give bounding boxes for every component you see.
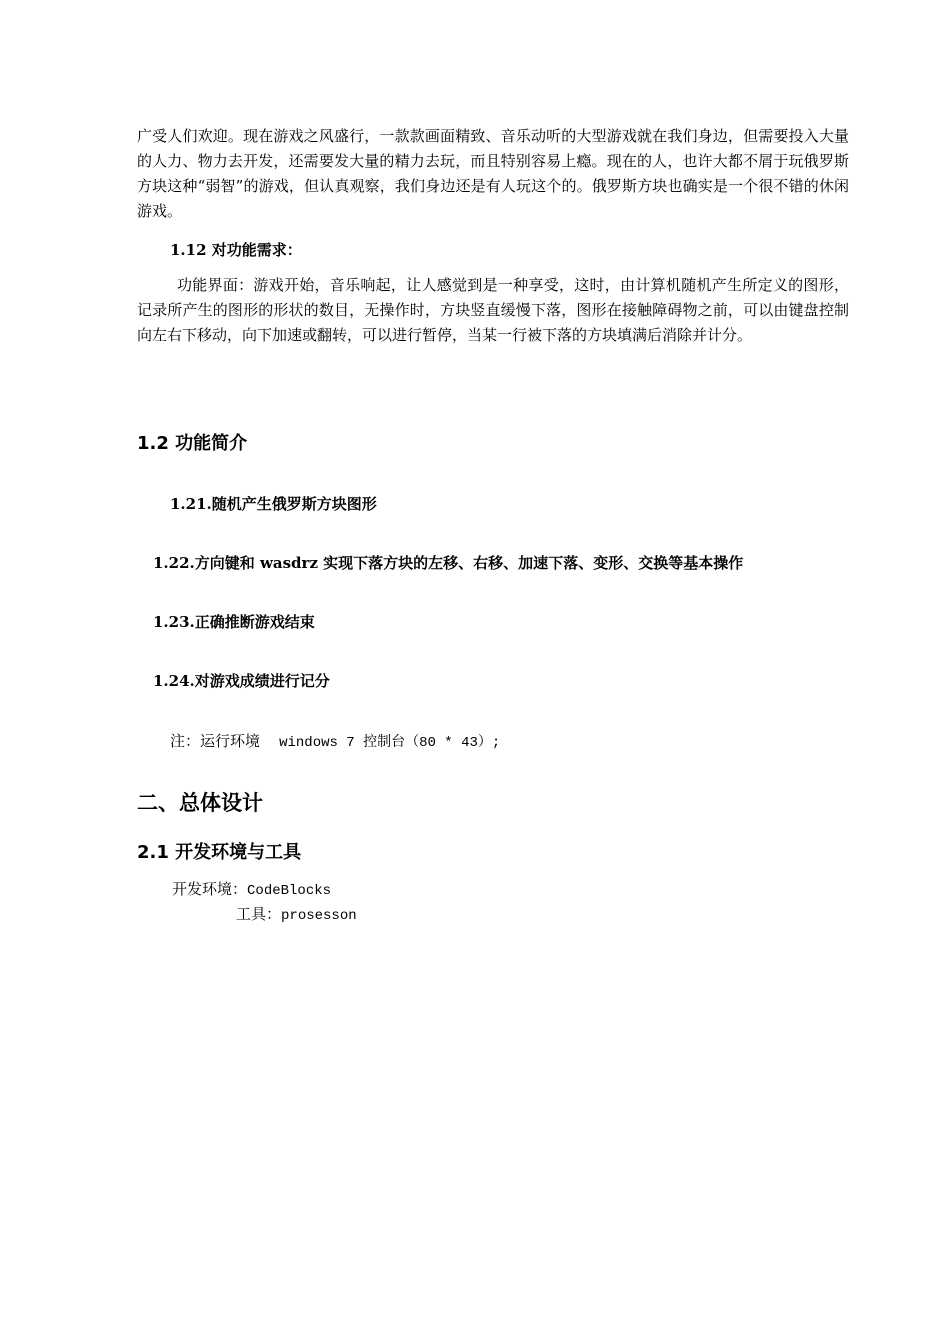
dev-env-value: CodeBlocks — [247, 883, 332, 899]
runtime-note-label: 注：运行环境 — [170, 732, 261, 750]
features-heading: 1.2 功能简介 — [137, 433, 248, 454]
chapter-heading: 二、总体设计 — [137, 791, 263, 815]
dev-env-label: 开发环境： — [172, 880, 248, 898]
tool-label: 工具： — [236, 905, 282, 923]
requirements-heading: 1.12 对功能需求： — [170, 241, 302, 259]
dev-env-line — [172, 879, 331, 901]
feature-item-random-shapes: 1.21.随机产生俄罗斯方块图形 — [170, 495, 377, 513]
dev-env-heading: 2.1 开发环境与工具 — [137, 842, 302, 863]
intro-paragraph: 广受人们欢迎。现在游戏之风盛行，一款款画面精致、音乐动听的大型游戏就在我们身边，但需要投入大量的人力、物力去开发，还需要发大量的精力去玩，而且特别容易上瘾。现在的人，也许大都不屑于玩俄罗斯方块这种“弱智”的游戏，但认真观察，我们身边还是有人玩这个的。俄罗斯方块也确实是一个很不错的休闲游戏。 — [137, 127, 849, 220]
runtime-note-value: windows 7 控制台（80 * 43）; — [279, 735, 501, 751]
tool-line — [236, 904, 357, 926]
runtime-note — [170, 731, 500, 753]
feature-item-game-over: 1.23.正确推断游戏结束 — [153, 613, 315, 631]
feature-item-controls: 1.22.方向键和 wasdrz 实现下落方块的左移、右移、加速下落、变形、交换等基本操作 — [153, 554, 744, 572]
feature-item-scoring: 1.24.对游戏成绩进行记分 — [153, 672, 330, 690]
requirements-paragraph: 功能界面：游戏开始，音乐响起，让人感觉到是一种享受，这时，由计算机随机产生所定义的图形，记录所产生的图形的形状的数目，无操作时，方块竖直缓慢下落，图形在接触障碍物之前，可以由键盘控制向左右下移动，向下加速或翻转，可以进行暂停，当某一行被下落的方块填满后消除并计分。 — [137, 276, 849, 344]
tool-value: prosesson — [281, 908, 357, 924]
